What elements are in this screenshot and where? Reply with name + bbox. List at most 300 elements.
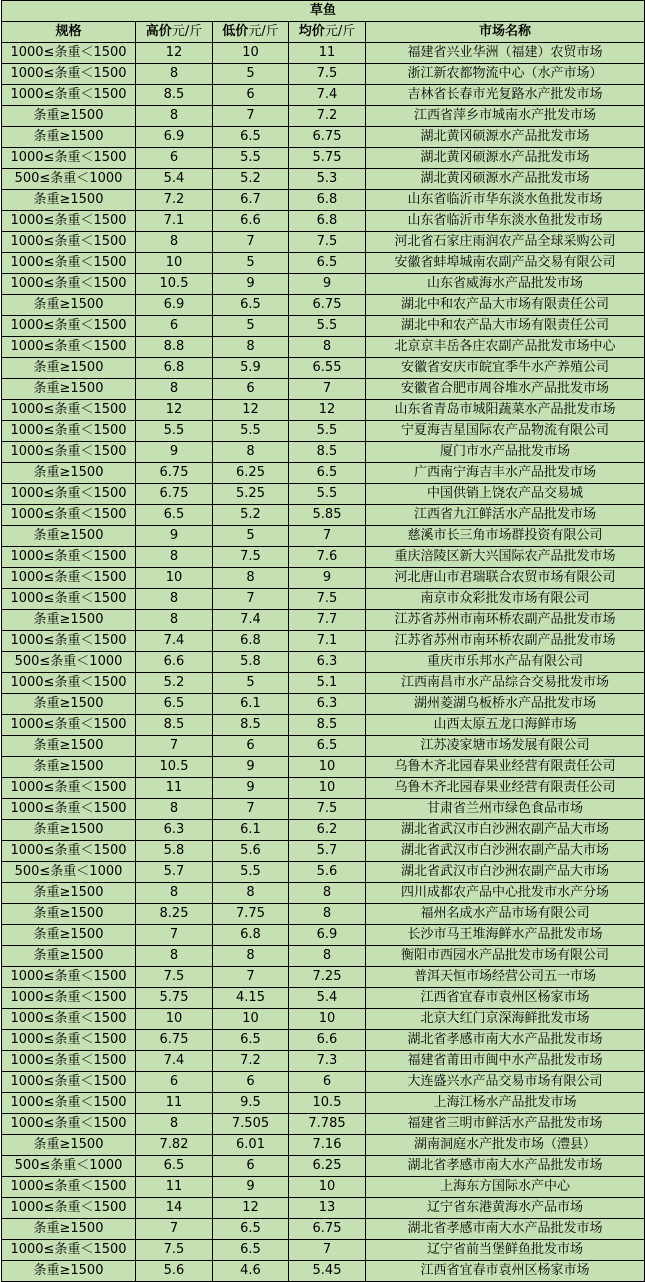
cell-high-price: 6: [136, 1072, 213, 1093]
cell-avg-price: 8.5: [289, 442, 366, 463]
cell-spec: 1000≤条重＜1500: [2, 1009, 136, 1030]
cell-high-price: 10.5: [136, 274, 213, 295]
cell-spec: 500≤条重＜1000: [2, 169, 136, 190]
cell-avg-price: 7.5: [289, 64, 366, 85]
cell-avg-price: 5.5: [289, 316, 366, 337]
header-row: [2, 22, 645, 43]
cell-market: 山东省临沂市华东淡水鱼批发市场: [366, 211, 645, 232]
header-avg-unit: 元/斤: [324, 24, 356, 39]
cell-market: 湖北黄冈硕源水产品批发市场: [366, 127, 645, 148]
cell-spec: 500≤条重＜1000: [2, 1156, 136, 1177]
cell-market: 湖北省武汉市白沙洲农副产品大市场: [366, 862, 645, 883]
cell-market: 山西太原五龙口海鲜市场: [366, 715, 645, 736]
cell-spec: 1000≤条重＜1500: [2, 43, 136, 64]
cell-spec: 500≤条重＜1000: [2, 652, 136, 673]
table-row: [2, 274, 645, 295]
table-row: [2, 610, 645, 631]
header-low-unit: 元/斤: [248, 24, 279, 39]
cell-low-price: 8: [213, 568, 289, 589]
cell-spec: 条重≥1500: [2, 190, 136, 211]
table-row: [2, 1240, 645, 1261]
cell-low-price: 6.5: [213, 1219, 289, 1240]
cell-low-price: 5.5: [213, 862, 289, 883]
cell-high-price: 8: [136, 883, 213, 904]
cell-high-price: 5.75: [136, 988, 213, 1009]
table-row: [2, 295, 645, 316]
cell-low-price: 6.5: [213, 295, 289, 316]
cell-high-price: 6.6: [136, 652, 213, 673]
cell-low-price: 6.6: [213, 211, 289, 232]
cell-spec: 1000≤条重＜1500: [2, 799, 136, 820]
cell-low-price: 5: [213, 253, 289, 274]
cell-low-price: 6: [213, 85, 289, 106]
cell-market: 乌鲁木齐北园春果业经营有限责任公司: [366, 757, 645, 778]
table-row: [2, 694, 645, 715]
cell-spec: 1000≤条重＜1500: [2, 1051, 136, 1072]
cell-low-price: 7.4: [213, 610, 289, 631]
cell-high-price: 10: [136, 253, 213, 274]
cell-high-price: 11: [136, 1177, 213, 1198]
cell-low-price: 5: [213, 316, 289, 337]
table-row: [2, 883, 645, 904]
cell-low-price: 6.7: [213, 190, 289, 211]
cell-avg-price: 6.75: [289, 127, 366, 148]
table-row: [2, 1072, 645, 1093]
cell-market: 北京京丰岳各庄农副产品批发市场中心: [366, 337, 645, 358]
cell-low-price: 6.01: [213, 1135, 289, 1156]
cell-spec: 条重≥1500: [2, 904, 136, 925]
cell-market: 南京市众彩批发市场有限公司: [366, 589, 645, 610]
table-row: [2, 925, 645, 946]
header-high-unit: 元/斤: [171, 24, 203, 39]
cell-avg-price: 10: [289, 757, 366, 778]
table-row: [2, 484, 645, 505]
cell-spec: 1000≤条重＜1500: [2, 316, 136, 337]
cell-high-price: 8: [136, 946, 213, 967]
cell-market: 湖北省孝感市南大水产品批发市场: [366, 1219, 645, 1240]
cell-avg-price: 7.3: [289, 1051, 366, 1072]
cell-high-price: 8: [136, 232, 213, 253]
cell-low-price: 6: [213, 1156, 289, 1177]
cell-low-price: 7: [213, 106, 289, 127]
cell-high-price: 7.2: [136, 190, 213, 211]
cell-high-price: 7.4: [136, 631, 213, 652]
table-row: [2, 799, 645, 820]
table-row: [2, 1198, 645, 1219]
cell-spec: 条重≥1500: [2, 295, 136, 316]
table-row: [2, 1177, 645, 1198]
cell-avg-price: 10: [289, 1177, 366, 1198]
cell-market: 江苏省苏州市南环桥农副产品批发市场: [366, 610, 645, 631]
cell-avg-price: 5.6: [289, 862, 366, 883]
cell-avg-price: 6.8: [289, 211, 366, 232]
cell-low-price: 6.5: [213, 1240, 289, 1261]
cell-high-price: 8: [136, 547, 213, 568]
cell-market: 湖北省武汉市白沙洲农副产品大市场: [366, 820, 645, 841]
cell-avg-price: 7.2: [289, 106, 366, 127]
cell-low-price: 8: [213, 337, 289, 358]
cell-low-price: 5.2: [213, 169, 289, 190]
cell-avg-price: 6.25: [289, 1156, 366, 1177]
cell-low-price: 6: [213, 736, 289, 757]
table-row: [2, 64, 645, 85]
cell-avg-price: 6.6: [289, 1030, 366, 1051]
table-row: [2, 169, 645, 190]
cell-avg-price: 8: [289, 883, 366, 904]
cell-high-price: 8.25: [136, 904, 213, 925]
table-row: [2, 820, 645, 841]
cell-high-price: 6.5: [136, 1156, 213, 1177]
cell-spec: 条重≥1500: [2, 820, 136, 841]
cell-avg-price: 9: [289, 568, 366, 589]
cell-avg-price: 6.9: [289, 925, 366, 946]
cell-high-price: 8: [136, 379, 213, 400]
table-row: [2, 1135, 645, 1156]
cell-high-price: 6: [136, 316, 213, 337]
cell-market: 湖北省孝感市南大水产品批发市场: [366, 1156, 645, 1177]
cell-avg-price: 6.8: [289, 190, 366, 211]
cell-high-price: 10: [136, 1009, 213, 1030]
cell-avg-price: 5.7: [289, 841, 366, 862]
cell-low-price: 8: [213, 946, 289, 967]
table-row: [2, 106, 645, 127]
cell-avg-price: 7.25: [289, 967, 366, 988]
table-row: [2, 463, 645, 484]
cell-spec: 1000≤条重＜1500: [2, 841, 136, 862]
cell-spec: 1000≤条重＜1500: [2, 967, 136, 988]
cell-spec: 1000≤条重＜1500: [2, 148, 136, 169]
cell-avg-price: 5.5: [289, 421, 366, 442]
cell-market: 福州名成水产品市场有限公司: [366, 904, 645, 925]
cell-avg-price: 7.1: [289, 631, 366, 652]
cell-spec: 1000≤条重＜1500: [2, 631, 136, 652]
cell-low-price: 9: [213, 757, 289, 778]
cell-market: 湖北中和农产品大市场有限责任公司: [366, 295, 645, 316]
cell-high-price: 9: [136, 442, 213, 463]
cell-avg-price: 7: [289, 526, 366, 547]
cell-high-price: 7: [136, 736, 213, 757]
cell-spec: 1000≤条重＜1500: [2, 505, 136, 526]
table-row: [2, 1051, 645, 1072]
cell-spec: 条重≥1500: [2, 736, 136, 757]
cell-avg-price: 8.5: [289, 715, 366, 736]
table-body: [2, 43, 645, 1282]
cell-high-price: 8: [136, 106, 213, 127]
cell-spec: 1000≤条重＜1500: [2, 547, 136, 568]
cell-spec: 1000≤条重＜1500: [2, 988, 136, 1009]
cell-avg-price: 11: [289, 43, 366, 64]
cell-high-price: 10: [136, 568, 213, 589]
cell-market: 乌鲁木齐北园春果业经营有限责任公司: [366, 778, 645, 799]
cell-market: 江苏凌家塘市场发展有限公司: [366, 736, 645, 757]
table-row: [2, 190, 645, 211]
cell-market: 大连盛兴水产品交易市场有限公司: [366, 1072, 645, 1093]
cell-low-price: 8: [213, 883, 289, 904]
table-row: [2, 568, 645, 589]
cell-high-price: 9: [136, 526, 213, 547]
cell-avg-price: 5.5: [289, 484, 366, 505]
cell-avg-price: 7.7: [289, 610, 366, 631]
cell-market: 山东省青岛市城阳蔬菜水产品批发市场: [366, 400, 645, 421]
table-row: [2, 379, 645, 400]
table-row: [2, 1261, 645, 1282]
cell-spec: 条重≥1500: [2, 1135, 136, 1156]
table-row: [2, 736, 645, 757]
cell-avg-price: 7.5: [289, 589, 366, 610]
cell-market: 慈溪市长三角市场群投资有限公司: [366, 526, 645, 547]
cell-high-price: 14: [136, 1198, 213, 1219]
cell-spec: 1000≤条重＜1500: [2, 85, 136, 106]
cell-market: 上海东方国际水产中心: [366, 1177, 645, 1198]
cell-avg-price: 5.3: [289, 169, 366, 190]
cell-market: 上海江杨水产品批发市场: [366, 1093, 645, 1114]
table-title-row: [2, 1, 645, 22]
cell-spec: 1000≤条重＜1500: [2, 1177, 136, 1198]
cell-high-price: 5.7: [136, 862, 213, 883]
cell-market: 辽宁省东港黄海水产品市场: [366, 1198, 645, 1219]
cell-market: 吉林省长春市光复路水产批发市场: [366, 85, 645, 106]
cell-market: 河北省石家庄雨润农产品全球采购公司: [366, 232, 645, 253]
table-row: [2, 904, 645, 925]
cell-spec: 1000≤条重＜1500: [2, 568, 136, 589]
cell-high-price: 8: [136, 799, 213, 820]
cell-high-price: 8: [136, 610, 213, 631]
cell-high-price: 6.75: [136, 484, 213, 505]
header-market: 市场名称: [366, 22, 645, 43]
cell-avg-price: 5.4: [289, 988, 366, 1009]
cell-avg-price: 10: [289, 778, 366, 799]
table-row: [2, 946, 645, 967]
cell-market: 甘肃省兰州市绿色食品市场: [366, 799, 645, 820]
cell-market: 福建省兴业华洲（福建）农贸市场: [366, 43, 645, 64]
cell-avg-price: 10.5: [289, 1093, 366, 1114]
cell-spec: 500≤条重＜1000: [2, 862, 136, 883]
cell-high-price: 8: [136, 589, 213, 610]
cell-low-price: 12: [213, 1198, 289, 1219]
table-row: [2, 400, 645, 421]
table-row: [2, 1009, 645, 1030]
cell-market: 河北唐山市君瑞联合农贸市场有限公司: [366, 568, 645, 589]
table-row: [2, 1156, 645, 1177]
cell-spec: 1000≤条重＜1500: [2, 673, 136, 694]
cell-market: 四川成都农产品中心批发市水产分场: [366, 883, 645, 904]
cell-low-price: 5: [213, 673, 289, 694]
cell-avg-price: 6.3: [289, 652, 366, 673]
cell-spec: 1000≤条重＜1500: [2, 589, 136, 610]
cell-market: 江西南昌市水产品综合交易批发市场: [366, 673, 645, 694]
cell-low-price: 6.5: [213, 1030, 289, 1051]
table-row: [2, 862, 645, 883]
table-row: [2, 757, 645, 778]
price-table-container: [1, 0, 644, 1282]
cell-spec: 1000≤条重＜1500: [2, 1072, 136, 1093]
cell-avg-price: 8: [289, 337, 366, 358]
cell-low-price: 5.2: [213, 505, 289, 526]
table-row: [2, 631, 645, 652]
cell-high-price: 6.8: [136, 358, 213, 379]
table-row: [2, 43, 645, 64]
cell-market: 湖州菱湖乌板桥水产品批发市场: [366, 694, 645, 715]
cell-avg-price: 8: [289, 904, 366, 925]
table-row: [2, 232, 645, 253]
cell-low-price: 10: [213, 43, 289, 64]
cell-market: 江西省萍乡市城南水产批发市场: [366, 106, 645, 127]
cell-high-price: 8: [136, 1114, 213, 1135]
table-row: [2, 211, 645, 232]
cell-market: 湖北省武汉市白沙洲农副产品大市场: [366, 841, 645, 862]
header-high-price: [136, 22, 213, 43]
cell-market: 江苏省苏州市南环桥农副产品批发市场: [366, 631, 645, 652]
cell-spec: 条重≥1500: [2, 106, 136, 127]
cell-spec: 条重≥1500: [2, 946, 136, 967]
cell-high-price: 10.5: [136, 757, 213, 778]
cell-low-price: 5.8: [213, 652, 289, 673]
cell-high-price: 6.5: [136, 505, 213, 526]
cell-high-price: 6.3: [136, 820, 213, 841]
cell-high-price: 8.5: [136, 85, 213, 106]
cell-avg-price: 6.55: [289, 358, 366, 379]
table-row: [2, 988, 645, 1009]
cell-low-price: 5.9: [213, 358, 289, 379]
cell-market: 江西省宜春市袁州区杨家市场: [366, 988, 645, 1009]
table-row: [2, 1219, 645, 1240]
cell-market: 重庆涪陵区新大兴国际农产品批发市场: [366, 547, 645, 568]
cell-market: 山东省临沂市华东淡水鱼批发市场: [366, 190, 645, 211]
cell-market: 安徽省合肥市周谷堆水产品批发市场: [366, 379, 645, 400]
cell-market: 福建省三明市鲜活水产品批发市场: [366, 1114, 645, 1135]
cell-market: 安徽省安庆市皖宜季牛水产养殖公司: [366, 358, 645, 379]
cell-market: 辽宁省前当堡鲜鱼批发市场: [366, 1240, 645, 1261]
cell-low-price: 6: [213, 379, 289, 400]
cell-market: 山东省威海水产品批发市场: [366, 274, 645, 295]
cell-low-price: 10: [213, 1009, 289, 1030]
cell-low-price: 5.25: [213, 484, 289, 505]
cell-spec: 1000≤条重＜1500: [2, 1030, 136, 1051]
cell-low-price: 7.75: [213, 904, 289, 925]
cell-low-price: 5: [213, 64, 289, 85]
cell-market: 福建省莆田市闽中水产品批发市场: [366, 1051, 645, 1072]
cell-low-price: 5.5: [213, 148, 289, 169]
cell-avg-price: 7.5: [289, 799, 366, 820]
cell-spec: 条重≥1500: [2, 379, 136, 400]
cell-low-price: 7: [213, 589, 289, 610]
cell-low-price: 6.8: [213, 925, 289, 946]
header-avg-price: [289, 22, 366, 43]
cell-market: 江西省宜春市袁州区杨家市场: [366, 1261, 645, 1282]
cell-market: 北京大红门京深海鲜批发市场: [366, 1009, 645, 1030]
cell-avg-price: 6.75: [289, 1219, 366, 1240]
cell-low-price: 7.5: [213, 547, 289, 568]
cell-spec: 1000≤条重＜1500: [2, 232, 136, 253]
cell-market: 湖北黄冈硕源水产品批发市场: [366, 169, 645, 190]
cell-spec: 1000≤条重＜1500: [2, 253, 136, 274]
cell-spec: 1000≤条重＜1500: [2, 442, 136, 463]
table-row: [2, 589, 645, 610]
table-row: [2, 967, 645, 988]
cell-high-price: 6.75: [136, 463, 213, 484]
table-row: [2, 652, 645, 673]
cell-low-price: 9: [213, 1177, 289, 1198]
cell-market: 中国供销上饶农产品交易城: [366, 484, 645, 505]
cell-market: 湖北黄冈硕源水产品批发市场: [366, 148, 645, 169]
cell-low-price: 5: [213, 526, 289, 547]
cell-avg-price: 12: [289, 400, 366, 421]
cell-high-price: 12: [136, 400, 213, 421]
cell-spec: 1000≤条重＜1500: [2, 715, 136, 736]
cell-spec: 条重≥1500: [2, 610, 136, 631]
header-low-price: [213, 22, 289, 43]
cell-spec: 1000≤条重＜1500: [2, 1114, 136, 1135]
cell-avg-price: 7.16: [289, 1135, 366, 1156]
cell-high-price: 6: [136, 148, 213, 169]
cell-high-price: 7.4: [136, 1051, 213, 1072]
cell-market: 浙江新农都物流中心（水产市场）: [366, 64, 645, 85]
cell-low-price: 12: [213, 400, 289, 421]
cell-high-price: 6.75: [136, 1030, 213, 1051]
cell-high-price: 8.8: [136, 337, 213, 358]
cell-avg-price: 6.5: [289, 736, 366, 757]
cell-market: 湖北中和农产品大市场有限责任公司: [366, 316, 645, 337]
price-table: [1, 0, 645, 1282]
cell-high-price: 12: [136, 43, 213, 64]
cell-spec: 1000≤条重＜1500: [2, 274, 136, 295]
table-row: [2, 1093, 645, 1114]
cell-high-price: 11: [136, 778, 213, 799]
table-row: [2, 526, 645, 547]
cell-high-price: 5.5: [136, 421, 213, 442]
cell-low-price: 6.8: [213, 631, 289, 652]
cell-high-price: 5.8: [136, 841, 213, 862]
table-row: [2, 421, 645, 442]
cell-market: 重庆市乐邦水产品有限公司: [366, 652, 645, 673]
cell-spec: 条重≥1500: [2, 463, 136, 484]
cell-avg-price: 7.5: [289, 232, 366, 253]
cell-avg-price: 7: [289, 1240, 366, 1261]
cell-avg-price: 10: [289, 1009, 366, 1030]
cell-low-price: 5.6: [213, 841, 289, 862]
cell-avg-price: 6.2: [289, 820, 366, 841]
table-row: [2, 358, 645, 379]
table-row: [2, 337, 645, 358]
table-title: 草鱼: [2, 1, 645, 22]
table-row: [2, 1114, 645, 1135]
cell-avg-price: 8: [289, 946, 366, 967]
cell-market: 湖北省孝感市南大水产品批发市场: [366, 1030, 645, 1051]
cell-spec: 条重≥1500: [2, 127, 136, 148]
cell-avg-price: 5.85: [289, 505, 366, 526]
cell-avg-price: 6.5: [289, 463, 366, 484]
cell-high-price: 7.1: [136, 211, 213, 232]
cell-spec: 条重≥1500: [2, 925, 136, 946]
cell-spec: 1000≤条重＜1500: [2, 421, 136, 442]
cell-avg-price: 9: [289, 274, 366, 295]
table-row: [2, 316, 645, 337]
cell-spec: 条重≥1500: [2, 694, 136, 715]
cell-low-price: 7: [213, 967, 289, 988]
cell-spec: 条重≥1500: [2, 358, 136, 379]
cell-low-price: 7: [213, 799, 289, 820]
cell-high-price: 8: [136, 64, 213, 85]
cell-market: 江西省九江鲜活水产品批发市场: [366, 505, 645, 526]
cell-market: 长沙市马王堆海鲜水产品批发市场: [366, 925, 645, 946]
cell-avg-price: 6.3: [289, 694, 366, 715]
cell-high-price: 5.4: [136, 169, 213, 190]
cell-market: 厦门市水产品批发市场: [366, 442, 645, 463]
table-row: [2, 1030, 645, 1051]
cell-spec: 1000≤条重＜1500: [2, 1093, 136, 1114]
header-high-label: 高价: [145, 24, 172, 39]
cell-spec: 条重≥1500: [2, 1261, 136, 1282]
